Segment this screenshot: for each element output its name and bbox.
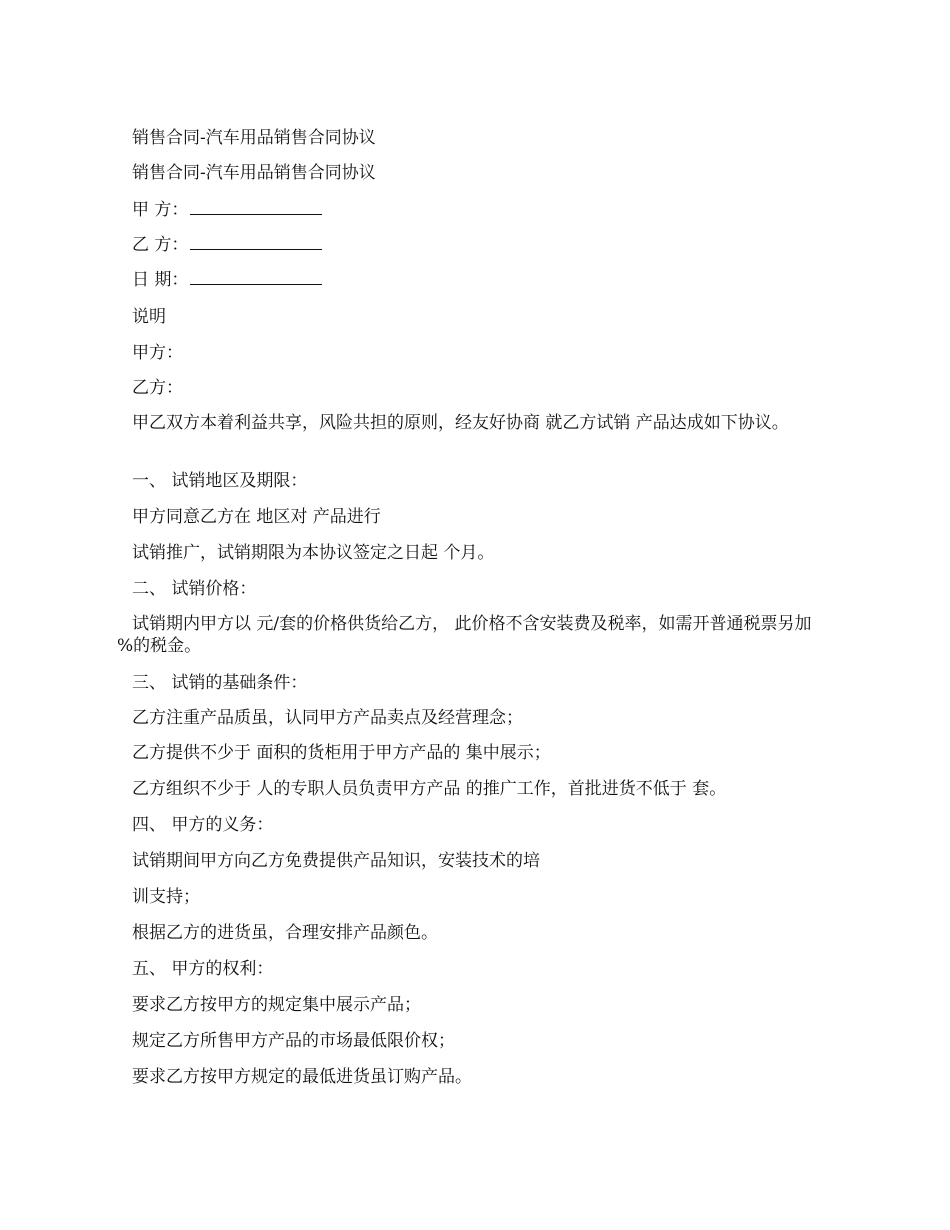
party-a-blank	[190, 200, 322, 215]
section-4-heading: 四、 甲方的义务：	[132, 815, 274, 835]
party-a-field	[132, 199, 322, 221]
section-4-paragraph-1: 试销期间甲方向乙方免费提供产品知识，安装技术的培	[132, 851, 540, 871]
party-a-label: 甲 方：	[132, 200, 189, 220]
section-5-heading: 五、 甲方的权利：	[132, 959, 274, 979]
section-3-paragraph-3: 乙方组织不少于 人的专职人员负责甲方产品 的推广工作，首批进货不低于 套。	[132, 779, 727, 799]
section-1-heading: 一、 试销地区及期限：	[132, 471, 308, 491]
section-4-paragraph-3: 根据乙方的进货虽，合理安排产品颜色。	[132, 923, 438, 943]
date-blank	[190, 270, 322, 285]
section-5-paragraph-1: 要求乙方按甲方的规定集中展示产品；	[132, 995, 421, 1015]
date-field	[132, 269, 322, 291]
section-2-heading: 二、 试销价格：	[132, 579, 257, 599]
section-2-paragraph-1: 试销期内甲方以 元/套的价格供货给乙方， 此价格不含安装费及税率，如需开普通税票另加 %的税金。	[117, 614, 812, 656]
section-3-paragraph-2: 乙方提供不少于 面积的货柜用于甲方产品的 集中展示；	[132, 743, 551, 763]
intro-paragraph: 甲乙双方本着利益共享，风险共担的原则，经友好协商 就乙方试销 产品达成如下协议。	[132, 413, 789, 433]
date-label: 日 期：	[132, 270, 189, 290]
doc-subtitle: 销售合同-汽车用品销售合同协议	[132, 163, 376, 183]
doc-title: 销售合同-汽车用品销售合同协议	[132, 128, 376, 148]
note-heading: 说明	[132, 307, 166, 327]
section-5-paragraph-2: 规定乙方所售甲方产品的市场最低限价权；	[132, 1031, 455, 1051]
section-3-heading: 三、 试销的基础条件：	[132, 673, 308, 693]
section-4-paragraph-2: 训支持；	[132, 887, 200, 907]
section-5-paragraph-3: 要求乙方按甲方规定的最低进货虽订购产品。	[132, 1067, 472, 1087]
party-b-field	[132, 234, 322, 256]
party-a-line: 甲方：	[132, 343, 183, 363]
party-b-blank	[190, 235, 322, 250]
section-1-paragraph-2: 试销推广，试销期限为本协议签定之日起 个月。	[132, 543, 495, 563]
party-b-line: 乙方：	[132, 378, 183, 398]
section-3-paragraph-1: 乙方注重产品质虽，认同甲方产品卖点及经营理念；	[132, 708, 523, 728]
section-1-paragraph-1: 甲方同意乙方在 地区对 产品进行	[132, 507, 381, 527]
party-b-label: 乙 方：	[132, 235, 189, 255]
